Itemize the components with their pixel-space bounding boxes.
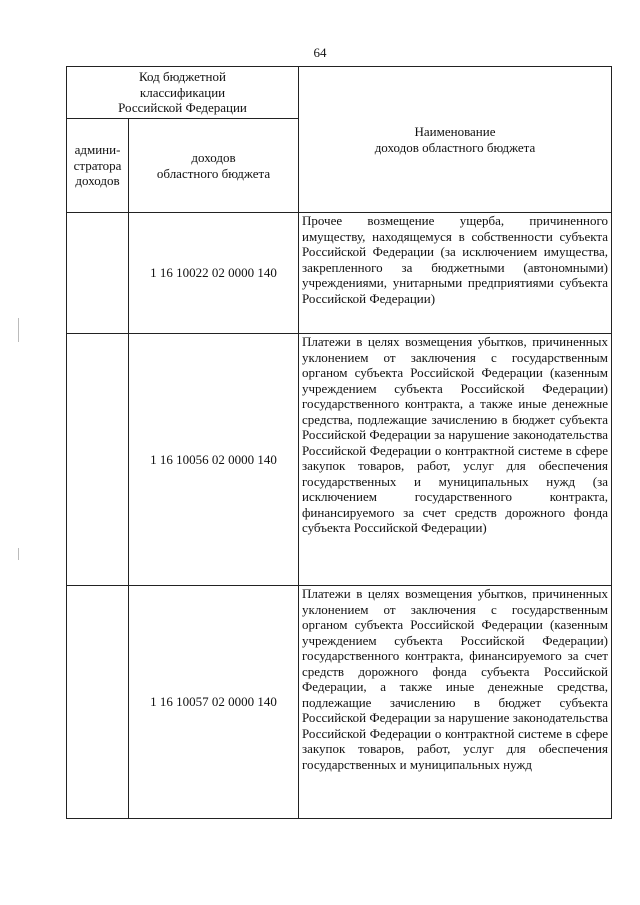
binding-margin-mark <box>18 318 19 342</box>
header-revenue-administrator: админи- стратора доходов <box>67 119 129 213</box>
revenue-code-cell: 1 16 10022 02 0000 140 <box>129 213 299 334</box>
header-revenue-name: Наименование доходов областного бюджета <box>299 67 612 213</box>
admin-code-cell <box>67 334 129 586</box>
table-row <box>67 586 612 819</box>
budget-classification-table <box>66 66 612 819</box>
revenue-code-cell: 1 16 10056 02 0000 140 <box>129 334 299 586</box>
binding-margin-mark <box>18 548 19 560</box>
admin-code-cell <box>67 586 129 819</box>
table-row <box>67 213 612 334</box>
revenue-name-cell: Прочее возмещение ущерба, причиненного имуществу, находящемуся в собственности субъекта Российской Федерации (за исключением имущества, закрепленного за бюджетными (автономными) учреждениями, унитарными предприятиями субъекта Российской Федерации) <box>299 213 612 334</box>
header-budget-classification-code: Код бюджетной классификации Российской Федерации <box>67 67 299 119</box>
admin-code-cell <box>67 213 129 334</box>
revenue-name-cell: Платежи в целях возмещения убытков, причиненных уклонением от заключения с государственным органом субъекта Российской Федерации (казенным учреждением субъекта Российской Федерации) государственного контракта, финансируемого за счет средств дорожного фонда субъекта Российской Федерации, а также иные денежные средства, подлежащие зачислению в бюджет субъекта Российской Федерации за нарушение законодательства Российской Федерации о контрактной системе в сфере закупок товаров, работ, услуг для обеспечения государственных и муниципальных нужд <box>299 586 612 819</box>
revenue-name-cell: Платежи в целях возмещения убытков, причиненных уклонением от заключения с государственным органом субъекта Российской Федерации (казенным учреждением субъекта Российской Федерации) государственного контракта, а также иные денежные средства, подлежащие зачислению в бюджет субъекта Российской Федерации за нарушение законодательства Российской Федерации о контрактной системе в сфере закупок товаров, работ, услуг для обеспечения государственных и муниципальных нужд (за исключением государственного контракта, финансируемого за счет средств дорожного фонда субъекта Российской Федерации) <box>299 334 612 586</box>
revenue-code-cell: 1 16 10057 02 0000 140 <box>129 586 299 819</box>
page-number: 64 <box>313 45 327 60</box>
header-regional-budget-revenue-code: доходов областного бюджета <box>129 119 299 213</box>
table-row <box>67 334 612 586</box>
